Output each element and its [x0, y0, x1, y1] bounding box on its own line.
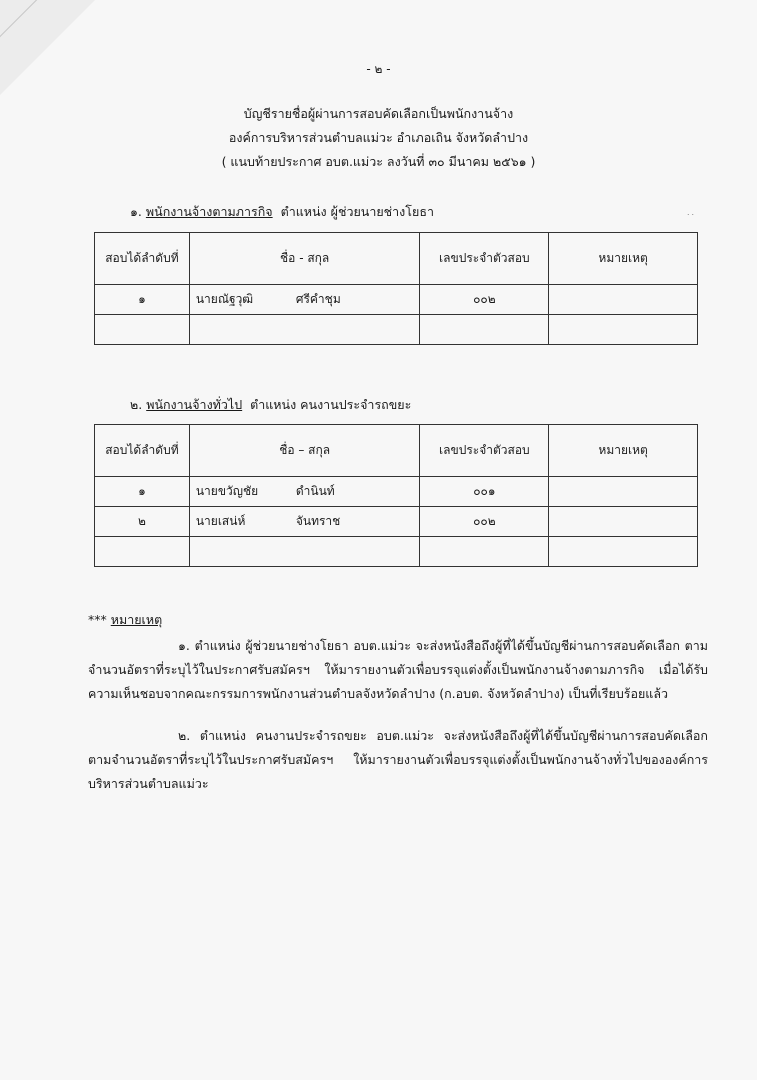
section-1-position: ตำแหน่ง ผู้ช่วยนายช่างโยธา — [280, 204, 434, 219]
cell-name — [189, 477, 420, 507]
remark-paragraph-1 — [88, 634, 708, 706]
table-row — [95, 537, 698, 567]
section-2-position: ตำแหน่ง คนงานประจำรถขยะ — [250, 397, 412, 412]
header-name: ชื่อ - สกุล — [189, 233, 420, 285]
cell-exam-id — [420, 315, 549, 345]
header-note: หมายเหตุ — [549, 425, 698, 477]
remark-text-2: ๒. ตำแหน่ง คนงานประจำรถขยะ อบต.แม่วะ จะส่งหนังสือถึงผู้ที่ได้ขึ้นบัญชีผ่านการสอบคัดเลือก ตามจำนวนอัตราที่ระบุไว้ในประกาศรับสมัครฯ ให้มารายงานตัวเพื่อบรรจุแต่งตั้งเป็นพนักงานจ้างทั่วไปขององค์การบริหารส่วนตำบลแม่วะ — [88, 728, 708, 791]
cell-note — [549, 285, 698, 315]
header-exam-id: เลขประจำตัวสอบ — [420, 425, 549, 477]
section-1-number: ๑. — [130, 204, 142, 219]
table-row — [95, 285, 698, 315]
header-exam-id: เลขประจำตัวสอบ — [420, 233, 549, 285]
cell-exam-id: ๐๐๑ — [420, 477, 549, 507]
header-order: สอบได้ลำดับที่ — [95, 233, 190, 285]
section-1-heading — [130, 202, 434, 222]
page-number: - ๒ - — [366, 62, 391, 76]
table-header-row — [95, 425, 698, 477]
title-line-3: ( แนบท้ายประกาศ อบต.แม่วะ ลงวันที่ ๓๐ มีนาคม ๒๕๖๑ ) — [221, 154, 536, 169]
table-row — [95, 507, 698, 537]
cell-first-name: นายณัฐวุฒิ — [195, 292, 254, 306]
remarks-title: หมายเหตุ — [110, 612, 163, 627]
cell-name — [189, 285, 420, 315]
section-2-heading — [130, 395, 411, 415]
cell-name — [189, 537, 420, 567]
cell-note — [549, 477, 698, 507]
section-1-table — [94, 232, 698, 345]
table-row — [95, 315, 698, 345]
cell-order: ๑ — [95, 285, 190, 315]
cell-last-name: จันทราช — [295, 514, 341, 528]
section-2-table — [94, 424, 698, 567]
cell-note — [549, 315, 698, 345]
table-header-row — [95, 233, 698, 285]
cell-first-name: นายเสน่ห์ — [195, 514, 246, 528]
cell-exam-id: ๐๐๒ — [420, 285, 549, 315]
title-line-2: องค์การบริหารส่วนตำบลแม่วะ อำเภอเถิน จังหวัดลำปาง — [228, 130, 529, 145]
title-line-1: บัญชีรายชื่อผู้ผ่านการสอบคัดเลือกเป็นพนักงานจ้าง — [243, 106, 514, 121]
cell-order: ๑ — [95, 477, 190, 507]
cell-name — [189, 315, 420, 345]
header-name: ชื่อ – สกุล — [189, 425, 420, 477]
cell-exam-id: ๐๐๒ — [420, 507, 549, 537]
cell-last-name: ศรีคำชุม — [295, 292, 341, 306]
section-1-type: พนักงานจ้างตามภารกิจ — [145, 204, 273, 219]
table-row — [95, 477, 698, 507]
remark-text-1: ๑. ตำแหน่ง ผู้ช่วยนายช่างโยธา อบต.แม่วะ จะส่งหนังสือถึงผู้ที่ได้ขึ้นบัญชีผ่านการสอบคัดเลือก ตามจำนวนอัตราที่ระบุไว้ในประกาศรับสมัครฯ ให้มารายงานตัวเพื่อบรรจุแต่งตั้งเป็นพนักงานจ้างตามภารกิจ เมื่อได้รับความเห็นชอบจากคณะกรรมการพนักงานส่วนตำบลจังหวัดลำปาง (ก.อบต. จังหวัดลำปาง) เป็นที่เรียบร้อยแล้ว — [88, 638, 708, 701]
cell-name — [189, 507, 420, 537]
cell-order: ๒ — [95, 507, 190, 537]
remarks-prefix: *** — [88, 612, 107, 627]
cell-order — [95, 315, 190, 345]
section-2-type: พนักงานจ้างทั่วไป — [146, 397, 243, 412]
scan-speck: ˙˙ — [686, 214, 695, 224]
remarks-heading — [88, 610, 162, 630]
remark-paragraph-2 — [88, 724, 708, 796]
cell-note — [549, 507, 698, 537]
folded-corner — [0, 0, 95, 95]
header-order: สอบได้ลำดับที่ — [95, 425, 190, 477]
cell-exam-id — [420, 537, 549, 567]
section-2-number: ๒. — [130, 397, 143, 412]
cell-last-name: ดำนินท์ — [295, 484, 335, 498]
header-note: หมายเหตุ — [549, 233, 698, 285]
cell-note — [549, 537, 698, 567]
cell-order — [95, 537, 190, 567]
cell-first-name: นายขวัญชัย — [195, 484, 259, 498]
